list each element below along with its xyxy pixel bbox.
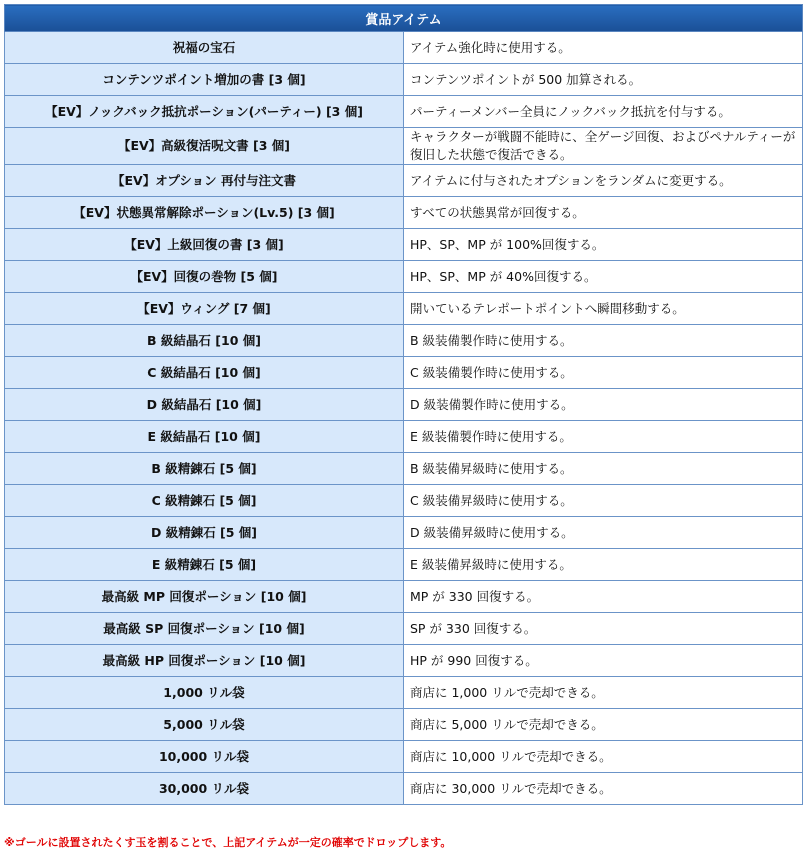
item-description: キャラクターが戦闘不能時に、全ゲージ回復、およびペナルティーが復旧した状態で復活できる。	[404, 128, 803, 165]
item-description: C 級装備昇級時に使用する。	[404, 485, 803, 517]
item-name: 5,000 リル袋	[5, 709, 404, 741]
item-description: アイテム強化時に使用する。	[404, 32, 803, 64]
table-row	[5, 709, 803, 741]
item-name: 【EV】高級復活呪文書 [3 個]	[5, 128, 404, 165]
item-description: 開いているテレポートポイントへ瞬間移動する。	[404, 293, 803, 325]
item-name: 【EV】ノックバック抵抗ポーション(パーティー) [3 個]	[5, 96, 404, 128]
table-row	[5, 325, 803, 357]
table-row	[5, 613, 803, 645]
item-name: 【EV】オプション 再付与注文書	[5, 165, 404, 197]
table-row	[5, 165, 803, 197]
item-description: すべての状態異常が回復する。	[404, 197, 803, 229]
item-name: D 級精錬石 [5 個]	[5, 517, 404, 549]
table-header: 賞品アイテム	[5, 5, 803, 32]
item-description: パーティーメンバー全員にノックバック抵抗を付与する。	[404, 96, 803, 128]
item-name: 最高級 HP 回復ポーション [10 個]	[5, 645, 404, 677]
drop-footnote: ※ゴールに設置されたくす玉を割ることで、上記アイテムが一定の確率でドロップします。	[4, 836, 452, 849]
table-row	[5, 421, 803, 453]
table-row	[5, 357, 803, 389]
table-row	[5, 517, 803, 549]
item-name: C 級精錬石 [5 個]	[5, 485, 404, 517]
item-name: 最高級 MP 回復ポーション [10 個]	[5, 581, 404, 613]
table-row	[5, 677, 803, 709]
item-description: E 級装備昇級時に使用する。	[404, 549, 803, 581]
table-row	[5, 581, 803, 613]
item-name: E 級精錬石 [5 個]	[5, 549, 404, 581]
item-name: B 級結晶石 [10 個]	[5, 325, 404, 357]
table-row	[5, 645, 803, 677]
item-name: 【EV】状態異常解除ポーション(Lv.5) [3 個]	[5, 197, 404, 229]
item-name: C 級結晶石 [10 個]	[5, 357, 404, 389]
table-row	[5, 549, 803, 581]
table-row	[5, 453, 803, 485]
item-name: 【EV】回復の巻物 [5 個]	[5, 261, 404, 293]
item-description: 商店に 10,000 リルで売却できる。	[404, 741, 803, 773]
item-description: E 級装備製作時に使用する。	[404, 421, 803, 453]
item-description: HP が 990 回復する。	[404, 645, 803, 677]
item-description: 商店に 1,000 リルで売却できる。	[404, 677, 803, 709]
item-name: 1,000 リル袋	[5, 677, 404, 709]
item-name: 祝福の宝石	[5, 32, 404, 64]
item-description: 商店に 30,000 リルで売却できる。	[404, 773, 803, 805]
item-description: C 級装備製作時に使用する。	[404, 357, 803, 389]
table-row	[5, 293, 803, 325]
item-description: MP が 330 回復する。	[404, 581, 803, 613]
item-description: SP が 330 回復する。	[404, 613, 803, 645]
item-description: B 級装備製作時に使用する。	[404, 325, 803, 357]
table-row	[5, 96, 803, 128]
item-name: E 級結晶石 [10 個]	[5, 421, 404, 453]
item-description: コンテンツポイントが 500 加算される。	[404, 64, 803, 96]
item-description: D 級装備昇級時に使用する。	[404, 517, 803, 549]
table-row	[5, 197, 803, 229]
table-body	[5, 32, 803, 805]
table-row	[5, 389, 803, 421]
table-row	[5, 229, 803, 261]
item-name: D 級結晶石 [10 個]	[5, 389, 404, 421]
header-row	[5, 5, 803, 32]
item-description: 商店に 5,000 リルで売却できる。	[404, 709, 803, 741]
item-name: B 級精錬石 [5 個]	[5, 453, 404, 485]
item-name: 30,000 リル袋	[5, 773, 404, 805]
item-description: HP、SP、MP が 40%回復する。	[404, 261, 803, 293]
table-row	[5, 773, 803, 805]
item-description: アイテムに付与されたオプションをランダムに変更する。	[404, 165, 803, 197]
prize-table	[4, 4, 803, 805]
table-row	[5, 32, 803, 64]
item-name: 10,000 リル袋	[5, 741, 404, 773]
item-name: コンテンツポイント増加の書 [3 個]	[5, 64, 404, 96]
item-name: 最高級 SP 回復ポーション [10 個]	[5, 613, 404, 645]
item-name: 【EV】ウィング [7 個]	[5, 293, 404, 325]
item-name: 【EV】上級回復の書 [3 個]	[5, 229, 404, 261]
table-row	[5, 261, 803, 293]
table-row	[5, 128, 803, 165]
table-row	[5, 485, 803, 517]
table-row	[5, 741, 803, 773]
table-row	[5, 64, 803, 96]
item-description: HP、SP、MP が 100%回復する。	[404, 229, 803, 261]
item-description: D 級装備製作時に使用する。	[404, 389, 803, 421]
item-description: B 級装備昇級時に使用する。	[404, 453, 803, 485]
